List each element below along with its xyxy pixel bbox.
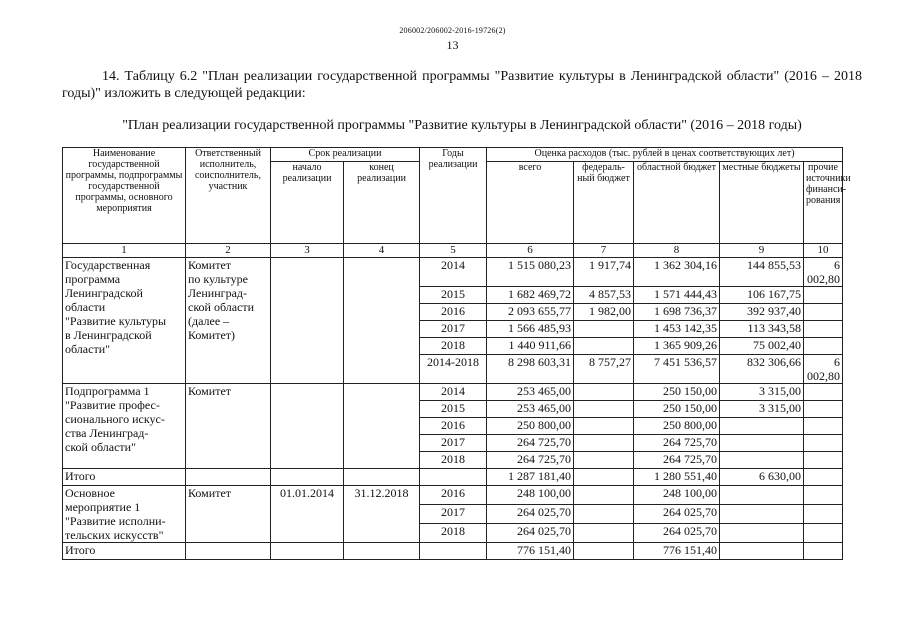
year-cell: 2014-2018 <box>420 355 487 384</box>
regional-cell: 1 571 444,43 <box>634 287 720 304</box>
local-cell: 106 167,75 <box>720 287 804 304</box>
program-name-cell: Государственная программа Ленинградской области "Развитие культуры в Ленинградской области" <box>63 258 186 384</box>
other-cell <box>804 435 843 452</box>
header-regional: областной бюджет <box>634 162 720 244</box>
responsible-cell <box>186 543 271 560</box>
regional-cell: 1 698 736,37 <box>634 304 720 321</box>
regional-cell: 1 453 142,35 <box>634 321 720 338</box>
header-term-end: конец реализации <box>344 162 420 244</box>
total-cell: 253 465,00 <box>487 401 574 418</box>
year-cell: 2014 <box>420 384 487 401</box>
year-cell: 2016 <box>420 418 487 435</box>
responsible-cell <box>186 469 271 486</box>
total-cell: 248 100,00 <box>487 486 574 505</box>
header-years: Годы реализации <box>420 148 487 244</box>
federal-cell <box>574 505 634 524</box>
local-cell: 6 630,00 <box>720 469 804 486</box>
year-cell: 2016 <box>420 486 487 505</box>
year-cell: 2018 <box>420 452 487 469</box>
other-cell <box>804 321 843 338</box>
other-cell <box>804 543 843 560</box>
table-row <box>63 384 843 401</box>
year-cell: 2015 <box>420 401 487 418</box>
regional-cell: 1 362 304,16 <box>634 258 720 287</box>
header-federal: федераль-ный бюджет <box>574 162 634 244</box>
local-cell <box>720 505 804 524</box>
federal-cell <box>574 524 634 543</box>
column-number: 1 <box>63 244 186 258</box>
year-cell: 2017 <box>420 505 487 524</box>
header-term-start: начало реализации <box>271 162 344 244</box>
federal-cell: 8 757,27 <box>574 355 634 384</box>
local-cell <box>720 524 804 543</box>
local-cell: 392 937,40 <box>720 304 804 321</box>
column-number: 6 <box>487 244 574 258</box>
amendment-paragraph: 14. Таблицу 6.2 "План реализации государственной программы "Развитие культуры в Ленинградской области" (2016 – 2018 годы)" изложить в следующей редакции: <box>62 69 862 101</box>
total-cell: 8 298 603,31 <box>487 355 574 384</box>
other-cell: 6 002,80 <box>804 258 843 287</box>
table-row <box>63 486 843 505</box>
year-cell: 2017 <box>420 435 487 452</box>
local-cell <box>720 418 804 435</box>
page-number: 13 <box>446 38 459 52</box>
term-end-cell: 31.12.2018 <box>344 486 420 543</box>
federal-cell <box>574 401 634 418</box>
federal-cell <box>574 418 634 435</box>
regional-cell: 250 150,00 <box>634 384 720 401</box>
other-cell <box>804 401 843 418</box>
year-cell: 2015 <box>420 287 487 304</box>
header-costs: Оценка расходов (тыс. рублей в ценах соответствующих лет) <box>487 148 843 162</box>
column-number: 7 <box>574 244 634 258</box>
header-term: Срок реализации <box>271 148 420 162</box>
other-cell <box>804 287 843 304</box>
itogo-row <box>63 469 843 486</box>
term-start-cell <box>271 469 344 486</box>
local-cell: 3 315,00 <box>720 384 804 401</box>
column-numbers-row <box>63 244 843 258</box>
responsible-cell: Комитет по культуре Ленинград- ской области (далее – Комитет) <box>186 258 271 384</box>
other-cell <box>804 384 843 401</box>
responsible-cell: Комитет <box>186 384 271 469</box>
total-cell: 264 025,70 <box>487 505 574 524</box>
table-row <box>63 258 843 287</box>
itogo-label: Итого <box>63 469 186 486</box>
other-cell <box>804 524 843 543</box>
table-title: "План реализации государственной программы "Развитие культуры в Ленинградской области" (2016 – 2018 годы) <box>122 118 802 133</box>
regional-cell: 1 280 551,40 <box>634 469 720 486</box>
federal-cell: 1 982,00 <box>574 304 634 321</box>
regional-cell: 264 025,70 <box>634 524 720 543</box>
local-cell: 75 002,40 <box>720 338 804 355</box>
regional-cell: 248 100,00 <box>634 486 720 505</box>
total-cell: 1 287 181,40 <box>487 469 574 486</box>
other-cell <box>804 486 843 505</box>
column-number: 3 <box>271 244 344 258</box>
other-cell <box>804 418 843 435</box>
other-cell <box>804 469 843 486</box>
term-end-cell <box>344 258 420 384</box>
column-number: 10 <box>804 244 843 258</box>
total-cell: 253 465,00 <box>487 384 574 401</box>
federal-cell <box>574 321 634 338</box>
federal-cell <box>574 384 634 401</box>
column-number: 9 <box>720 244 804 258</box>
plan-table <box>62 147 851 560</box>
other-cell <box>804 338 843 355</box>
total-cell: 1 440 911,66 <box>487 338 574 355</box>
header-responsible: Ответственный исполнитель, соисполнитель, участник <box>186 148 271 244</box>
header-local: местные бюджеты <box>720 162 804 244</box>
term-end-cell <box>344 469 420 486</box>
year-cell: 2018 <box>420 524 487 543</box>
term-start-cell <box>271 384 344 469</box>
federal-cell <box>574 338 634 355</box>
local-cell: 113 343,58 <box>720 321 804 338</box>
document-id: 206002/206002-2016-19726(2) <box>399 26 506 35</box>
program-name-cell: Подпрограмма 1 "Развитие профес- сионального искус- ства Ленинград- ской области" <box>63 384 186 469</box>
total-cell: 1 515 080,23 <box>487 258 574 287</box>
local-cell <box>720 543 804 560</box>
year-cell <box>420 543 487 560</box>
itogo-label: Итого <box>63 543 186 560</box>
regional-cell: 264 725,70 <box>634 435 720 452</box>
federal-cell <box>574 469 634 486</box>
local-cell: 144 855,53 <box>720 258 804 287</box>
responsible-cell: Комитет <box>186 486 271 543</box>
total-cell: 250 800,00 <box>487 418 574 435</box>
year-cell <box>420 469 487 486</box>
column-number: 5 <box>420 244 487 258</box>
column-number: 4 <box>344 244 420 258</box>
federal-cell <box>574 435 634 452</box>
federal-cell <box>574 543 634 560</box>
other-cell: 6 002,80 <box>804 355 843 384</box>
regional-cell: 250 800,00 <box>634 418 720 435</box>
itogo-row <box>63 543 843 560</box>
term-start-cell: 01.01.2014 <box>271 486 344 543</box>
other-cell <box>804 304 843 321</box>
total-cell: 776 151,40 <box>487 543 574 560</box>
regional-cell: 776 151,40 <box>634 543 720 560</box>
year-cell: 2014 <box>420 258 487 287</box>
total-cell: 1 566 485,93 <box>487 321 574 338</box>
year-cell: 2016 <box>420 304 487 321</box>
regional-cell: 250 150,00 <box>634 401 720 418</box>
federal-cell <box>574 452 634 469</box>
federal-cell: 4 857,53 <box>574 287 634 304</box>
regional-cell: 7 451 536,57 <box>634 355 720 384</box>
term-end-cell <box>344 384 420 469</box>
header-name: Наименование государственной программы, подпрограммы государственной программы, основного мероприятия <box>63 148 186 244</box>
total-cell: 264 725,70 <box>487 435 574 452</box>
total-cell: 2 093 655,77 <box>487 304 574 321</box>
header-total: всего <box>487 162 574 244</box>
regional-cell: 264 025,70 <box>634 505 720 524</box>
federal-cell: 1 917,74 <box>574 258 634 287</box>
local-cell <box>720 435 804 452</box>
total-cell: 264 025,70 <box>487 524 574 543</box>
federal-cell <box>574 486 634 505</box>
year-cell: 2018 <box>420 338 487 355</box>
local-cell <box>720 486 804 505</box>
local-cell: 3 315,00 <box>720 401 804 418</box>
total-cell: 264 725,70 <box>487 452 574 469</box>
program-name-cell: Основное мероприятие 1 "Развитие исполни- тельских искусств" <box>63 486 186 543</box>
regional-cell: 1 365 909,26 <box>634 338 720 355</box>
regional-cell: 264 725,70 <box>634 452 720 469</box>
local-cell: 832 306,66 <box>720 355 804 384</box>
local-cell <box>720 452 804 469</box>
other-cell <box>804 505 843 524</box>
year-cell: 2017 <box>420 321 487 338</box>
header-other: прочие источники финанси-рования <box>804 162 843 244</box>
total-cell: 1 682 469,72 <box>487 287 574 304</box>
column-number: 8 <box>634 244 720 258</box>
term-start-cell <box>271 543 344 560</box>
column-number: 2 <box>186 244 271 258</box>
term-end-cell <box>344 543 420 560</box>
term-start-cell <box>271 258 344 384</box>
other-cell <box>804 452 843 469</box>
